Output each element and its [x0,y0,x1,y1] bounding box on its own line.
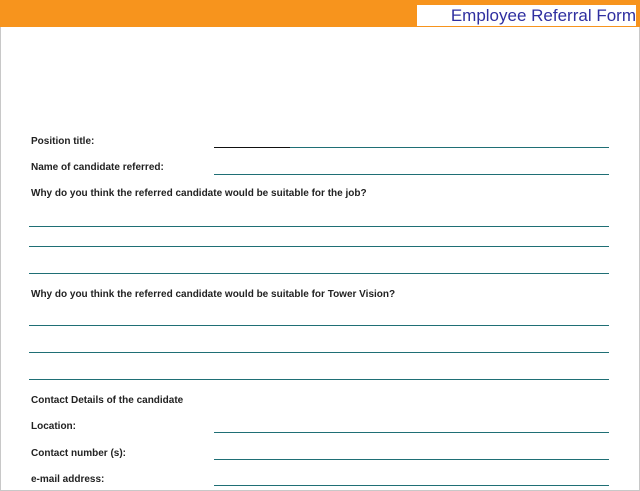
suitable-company-answer-line-2[interactable] [29,352,609,353]
suitable-job-question: Why do you think the referred candidate would be suitable for the job? [31,188,367,199]
contact-number-field[interactable] [214,459,609,460]
contact-section-heading: Contact Details of the candidate [31,395,184,406]
position-title-field-underline-start [214,147,290,148]
position-title-field[interactable] [214,147,609,148]
suitable-job-answer-line-3[interactable] [29,273,609,274]
location-label: Location: [31,421,76,432]
position-title-label: Position title: [31,136,95,147]
email-label: e-mail address: [31,474,105,485]
suitable-job-answer-line-1[interactable] [29,226,609,227]
email-field[interactable] [214,485,609,486]
candidate-name-label: Name of candidate referred: [31,162,164,173]
candidate-name-field[interactable] [214,174,609,175]
suitable-company-answer-line-1[interactable] [29,325,609,326]
location-field[interactable] [214,432,609,433]
suitable-company-question: Why do you think the referred candidate would be suitable for Tower Vision? [31,289,396,300]
form-title: Employee Referral Form [417,5,636,26]
contact-number-label: Contact number (s): [31,448,126,459]
suitable-job-answer-line-2[interactable] [29,246,609,247]
suitable-company-answer-line-3[interactable] [29,379,609,380]
